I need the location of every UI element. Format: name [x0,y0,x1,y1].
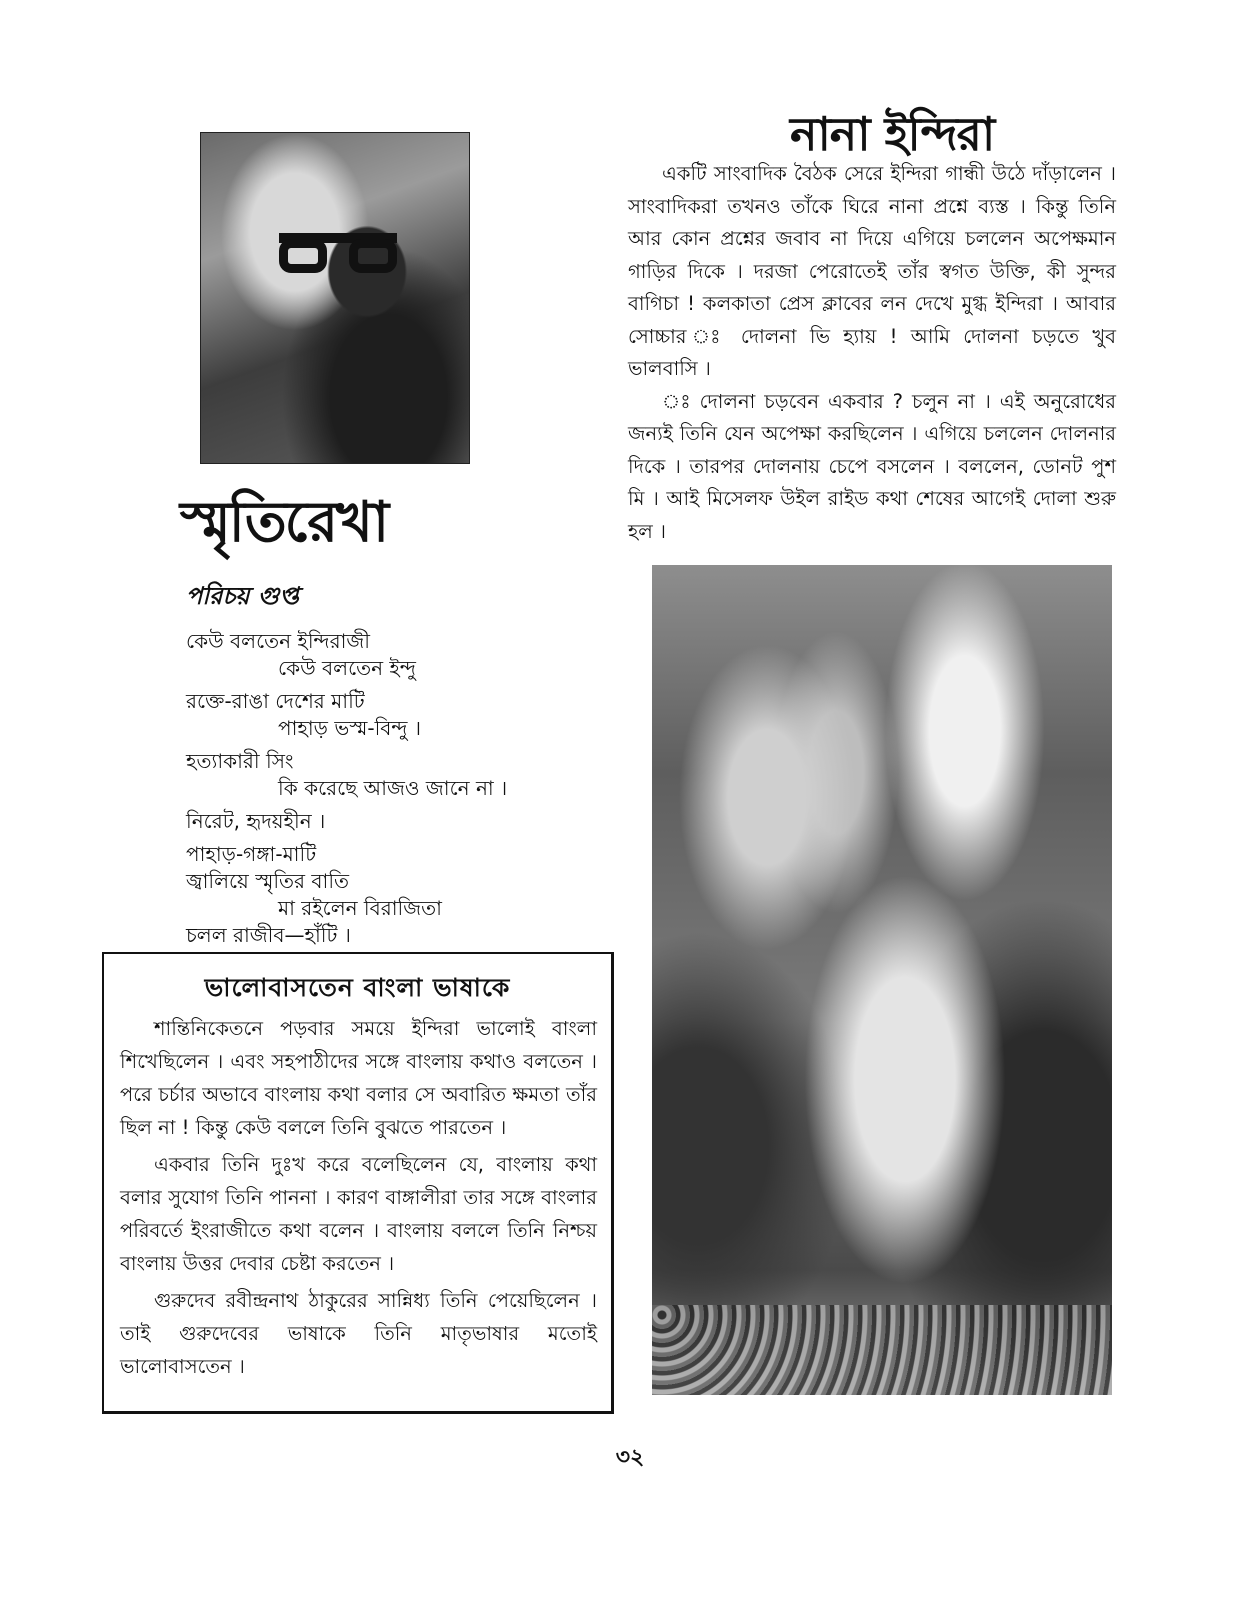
group-photo [652,565,1112,1395]
poem-line: হত্যাকারী সিং [186,749,294,773]
poem-line: কি করেছে আজও জানে না । [278,776,508,800]
poem [186,628,586,949]
page-number: ৩২ [615,1445,645,1470]
poem-line: চলল রাজীব—হাঁটি । [186,923,351,947]
poem-line: পাহাড় ভস্ম-বিন্দু । [278,716,421,740]
poem-title: স্মৃতিরেখা [180,490,388,555]
poem-line: পাহাড়-গঙ্গা-মাটি [186,842,317,866]
article-body [628,158,1116,548]
article-title: নানা ইন্দিরা [790,107,995,161]
portrait-photo [200,132,470,464]
poem-line: কেউ বলতেন ইন্দু [278,656,416,680]
poem-line: নিরেট, হৃদয়হীন । [186,809,326,833]
poem-line: কেউ বলতেন ইন্দিরাজী [186,629,371,653]
eyeglasses-shape [279,233,397,279]
sidebar-box-body [120,1012,597,1387]
article-paragraph: ঃ দোলনা চড়বেন একবার ? চলুন না । এই অনুরোধের জন্যই তিনি যেন অপেক্ষা করছিলেন । এগিয়ে চললেন দোলনার দিকে । তারপর দোলনায় চেপে বসলেন । বললেন, ডোনট পুশ মি । আই মিসেলফ উইল রাইড কথা শেষের আগেই দোলা শুরু হল । [628,389,1116,543]
poem-line: রক্তে-রাঙা দেশের মাটি [186,689,365,713]
poem-line: জ্বালিয়ে স্মৃতির বাতি [186,869,350,893]
sidebar-paragraph: গুরুদেব রবীন্দ্রনাথ ঠাকুরের সান্নিধ্য তিনি পেয়েছিলেন । তাই গুরুদেবের ভাষাকে তিনি মাতৃভাষার মতোই ভালোবাসতেন । [120,1289,597,1378]
sidebar-paragraph: শান্তিনিকেতনে পড়বার সময়ে ইন্দিরা ভালোই বাংলা শিখেছিলেন । এবং সহপাঠীদের সঙ্গে বাংলায় কথাও বলতেন । পরে চর্চার অভাবে বাংলায় কথা বলার সে অবারিত ক্ষমতা তাঁর ছিল না ! কিন্তু কেউ বললে তিনি বুঝতে পারতেন । [120,1017,597,1139]
sidebar-paragraph: একবার তিনি দুঃখ করে বলেছিলেন যে, বাংলায় কথা বলার সুযোগ তিনি পাননা । কারণ বাঙ্গালীরা তার সঙ্গে বাংলার পরিবর্তে ইংরাজীতে কথা বলেন । বাংলায় বললে তিনি নিশ্চয় বাংলায় উত্তর দেবার চেষ্টা করতেন । [120,1153,597,1275]
sidebar-box-title: ভালোবাসতেন বাংলা ভাষাকে [204,973,511,1002]
poem-line: মা রইলেন বিরাজিতা [278,896,442,920]
sidebar-box [102,952,614,1414]
article-paragraph: একটি সাংবাদিক বৈঠক সেরে ইন্দিরা গান্ধী উঠে দাঁড়ালেন । সাংবাদিকরা তখনও তাঁকে ঘিরে নানা প্রশ্নে ব্যস্ত । কিন্তু তিনি আর কোন প্রশ্নের জবাব না দিয়ে এগিয়ে চললেন অপেক্ষমান গাড়ির দিকে । দরজা পেরোতেই তাঁর স্বগত উক্তি, কী সুন্দর বাগিচা ! কলকাতা প্রেস ক্লাবের লন দেখে মুগ্ধ ইন্দিরা । আবার সোচ্চার ঃ দোলনা ভি হ্যায় ! আমি দোলনা চড়তে খুব ভালবাসি । [628,162,1116,380]
poem-author: পরিচয় গুপ্ত [186,582,299,610]
